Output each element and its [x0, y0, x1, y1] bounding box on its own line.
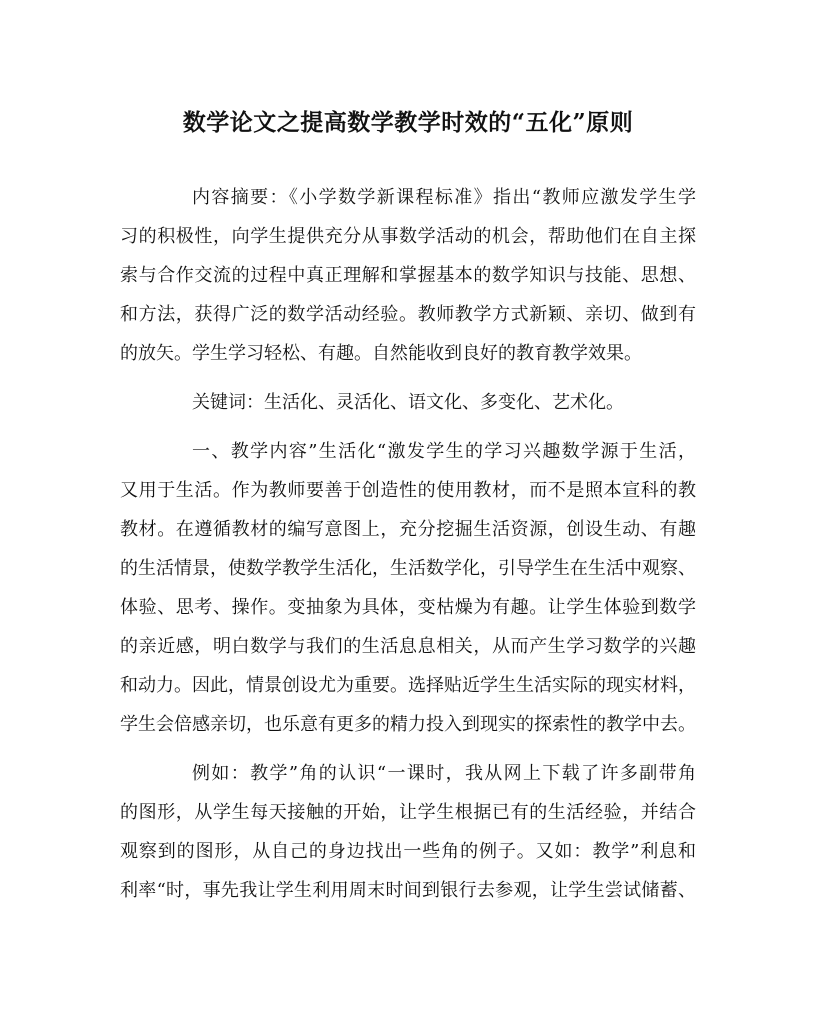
- paragraph-line: 例如：教学”角的认识“一课时，我从网上下载了许多副带角: [192, 763, 696, 784]
- paragraph-line: 的放矢。学生学习轻松、有趣。自然能收到良好的教育教学效果。: [120, 343, 642, 364]
- paragraph-line: 和方法，获得广泛的数学活动经验。教师教学方式新颖、亲切、做到有: [120, 304, 696, 325]
- paragraph-line: 又用于生活。作为教师要善于创造性的使用教材，而不是照本宣科的教: [120, 480, 696, 501]
- paragraph-line: 一、教学内容”生活化“激发学生的学习兴趣数学源于生活，: [192, 441, 696, 462]
- paragraph-line: 和动力。因此，情景创设尤为重要。选择贴近学生生活实际的现实材料，: [120, 675, 696, 696]
- paragraph-line: 内容摘要：《小学数学新课程标准》指出“教师应激发学生学: [192, 187, 696, 208]
- paragraph-line: 的亲近感，明白数学与我们的生活息息相关，从而产生学习数学的兴趣: [120, 636, 696, 657]
- paragraph-line: 观察到的图形，从自己的身边找出一些角的例子。又如：教学”利息和: [120, 841, 696, 862]
- paragraph-line: 利率“时，事先我让学生利用周末时间到银行去参观，让学生尝试储蓄、: [120, 880, 696, 901]
- paragraph-line: 体验、思考、操作。变抽象为具体，变枯燥为有趣。让学生体验到数学: [120, 597, 696, 618]
- paragraph-line: 的生活情景，使数学教学生活化，生活数学化，引导学生在生活中观察、: [120, 558, 696, 579]
- paragraph-line: 教材。在遵循教材的编写意图上，充分挖掘生活资源，创设生动、有趣: [120, 519, 696, 540]
- paragraph-line: 索与合作交流的过程中真正理解和掌握基本的数学知识与技能、思想、: [120, 265, 696, 286]
- document-title: 数学论文之提高数学教学时效的“五化”原则: [182, 109, 634, 136]
- paragraph-line: 学生会倍感亲切，也乐意有更多的精力投入到现实的探索性的教学中去。: [120, 714, 696, 735]
- paragraph-line: 习的积极性，向学生提供充分从事数学活动的机会，帮助他们在自主探: [120, 226, 696, 247]
- paragraph-line: 的图形，从学生每天接触的开始，让学生根据已有的生活经验，并结合: [120, 802, 696, 823]
- keywords-line: 关键词：生活化、灵活化、语文化、多变化、艺术化。: [192, 392, 624, 413]
